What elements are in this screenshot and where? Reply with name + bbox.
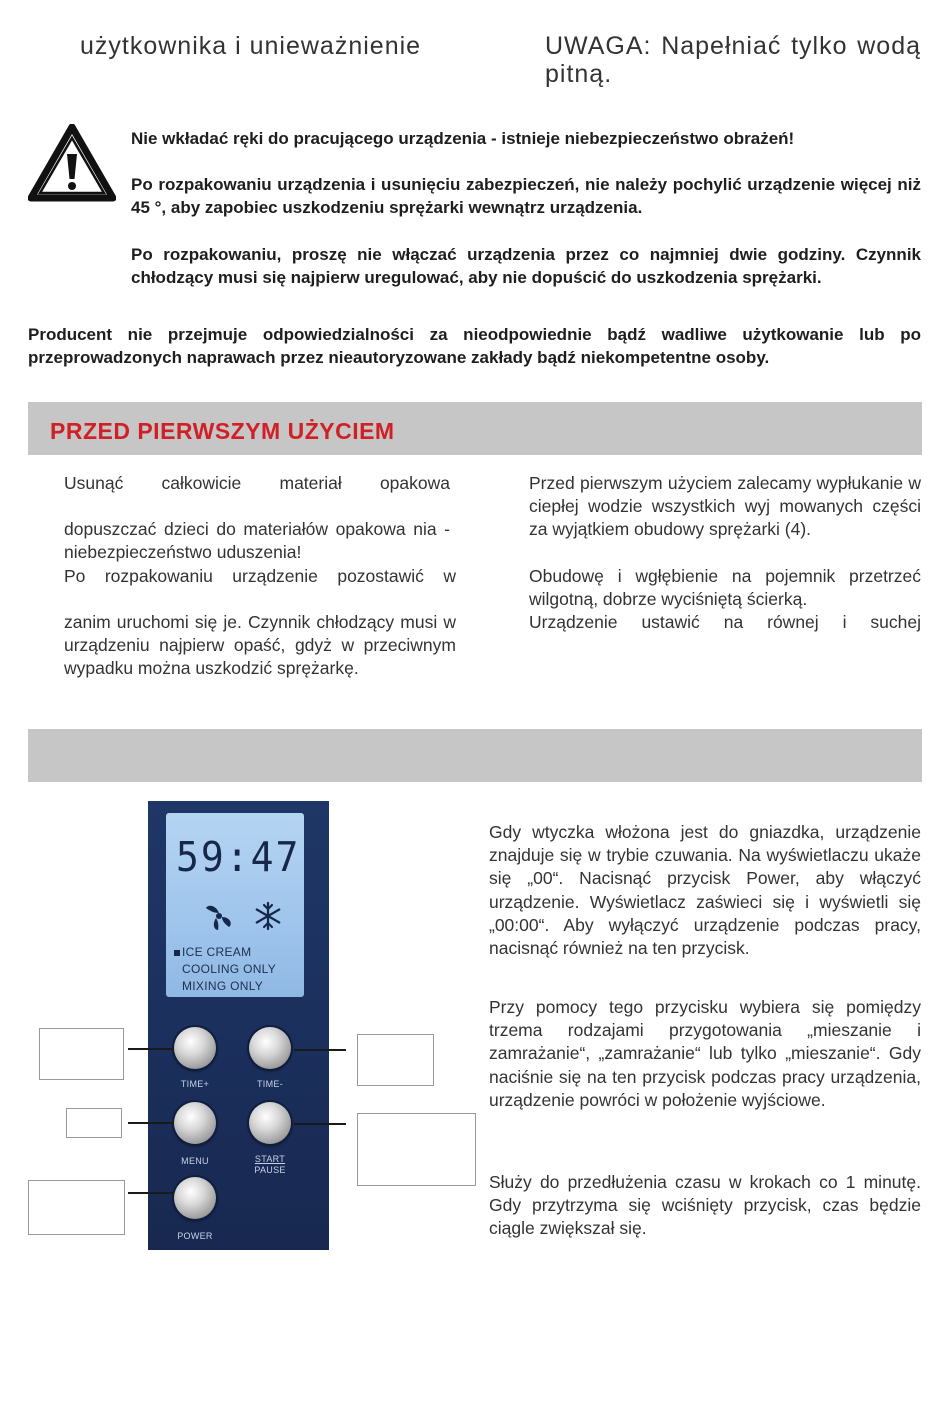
- callout-box-start-pause: [357, 1113, 476, 1186]
- callout-box-time-plus: [39, 1028, 124, 1080]
- snowflake-icon: [252, 900, 284, 932]
- lcd-time: 59:47: [176, 833, 301, 881]
- description-menu: Przy pomocy tego przycisku wybiera się pomiędzy trzema rodzajami przygotowania „mieszanie i zamrażanie“, „zamrażanie“ lub tylko „mieszanie“. Gdy naciśnie się na ten przycisk podczas pracy urządzenia, urządzenie powróci w położenie wyjściowe.: [489, 997, 921, 1110]
- header-left-fragment: użytkownika i unieważnienie: [80, 32, 422, 60]
- section1-left-para-1: Usunąć całkowicie materiał opakowa: [64, 473, 450, 493]
- section1-right-para-2: Obudowę i wgłębienie na pojemnik przetrzeć wilgotną, dobrze wyciśniętą ścierką.: [529, 566, 921, 610]
- power-button[interactable]: [174, 1177, 216, 1219]
- section1-left-para-4: zanim uruchomi się je. Czynnik chłodzący musi w urządzeniu najpierw opaść, gdyż w przeciwnym wypadku można uszkodzić sprężarkę.: [64, 612, 456, 679]
- mode-indicator: [174, 950, 180, 956]
- section1-right-para-3: Urządzenie ustawić na równej i suchej: [529, 612, 921, 632]
- callout-box-menu: [66, 1108, 122, 1138]
- start-pause-button[interactable]: [249, 1102, 291, 1144]
- menu-label: MENU: [181, 1156, 209, 1166]
- time-plus-button[interactable]: [174, 1027, 216, 1069]
- leader-line-time-plus: [128, 1048, 174, 1050]
- control-panel-image: [148, 801, 329, 1250]
- warning-text-2: Po rozpakowaniu urządzenia i usunięciu zabezpieczeń, nie należy pochylić urządzenie więcej niż 45 °, aby zapobiec uszkodzeniu sprężarki wewnątrz urządzenia.: [131, 175, 921, 217]
- header-right-fragment: UWAGA: Napełniać tylko wodą pitną.: [545, 32, 921, 88]
- section1-right-para-1: Przed pierwszym użyciem zalecamy wypłukanie w ciepłej wodzie wszystkich wyj mowanych części za wyjątkiem obudowy sprężarki (4).: [529, 473, 921, 540]
- pause-label: PAUSE: [254, 1165, 286, 1175]
- warning-triangle-icon: [28, 124, 116, 202]
- section1-left-para-3: Po rozpakowaniu urządzenie pozostawić w: [64, 566, 456, 586]
- section2-header-bar: [28, 729, 922, 782]
- leader-line-menu: [128, 1122, 174, 1124]
- time-minus-button[interactable]: [249, 1027, 291, 1069]
- callout-box-time-minus: [357, 1034, 434, 1086]
- menu-button[interactable]: [174, 1102, 216, 1144]
- section-title: PRZED PIERWSZYM UŻYCIEM: [50, 418, 395, 444]
- leader-line-start-pause: [294, 1123, 346, 1125]
- disclaimer-text: Producent nie przejmuje odpowiedzialności za nieodpowiednie bądź wadliwe użytkowanie lub po przeprowadzonych naprawach przez nieautoryzowane zakłady bądź niekompetentne osoby.: [28, 325, 921, 367]
- warning-text-1: Nie wkładać ręki do pracującego urządzenia - istnieje niebezpieczeństwo obrażeń!: [131, 129, 795, 148]
- warning-text-3: Po rozpakowaniu, proszę nie włączać urządzenia przez co najmniej dwie godziny. Czynnik chłodzący musi się najpierw uregulować, aby nie dopuścić do uszkodzenia sprężarki.: [131, 245, 921, 287]
- mode-cooling-only: COOLING ONLY: [182, 962, 277, 976]
- mode-ice-cream: ICE CREAM: [182, 945, 252, 959]
- power-label: POWER: [177, 1231, 213, 1241]
- leader-line-time-minus: [294, 1049, 346, 1051]
- start-label: START: [254, 1154, 286, 1164]
- section-header-bar: [28, 402, 922, 455]
- section1-left-para-2: dopuszczać dzieci do materiałów opakowa nia - niebezpieczeństwo uduszenia!: [64, 519, 450, 563]
- description-power: Gdy wtyczka włożona jest do gniazdka, urządzenie znajduje się w trybie czuwania. Na wyświetlaczu ukaże się „00“. Nacisnąć przycisk Power, aby włączyć urządzenie. Wyświetlacz zaświeci się i wyświetli się „00:00“. Aby wyłączyć urządzenie podczas pracy, nacisnąć również na ten przycisk.: [489, 822, 921, 959]
- fan-icon: [202, 899, 236, 933]
- time-minus-label: TIME-: [257, 1079, 283, 1089]
- lcd-display: [166, 813, 304, 997]
- time-plus-label: TIME+: [180, 1079, 210, 1089]
- description-time-plus: Służy do przedłużenia czasu w krokach co 1 minutę. Gdy przytrzyma się wciśnięty przycisk, czas będzie ciągle zwiększał się.: [489, 1172, 921, 1239]
- leader-line-power: [128, 1192, 174, 1194]
- callout-box-power: [28, 1180, 125, 1235]
- mode-mixing-only: MIXING ONLY: [182, 979, 264, 993]
